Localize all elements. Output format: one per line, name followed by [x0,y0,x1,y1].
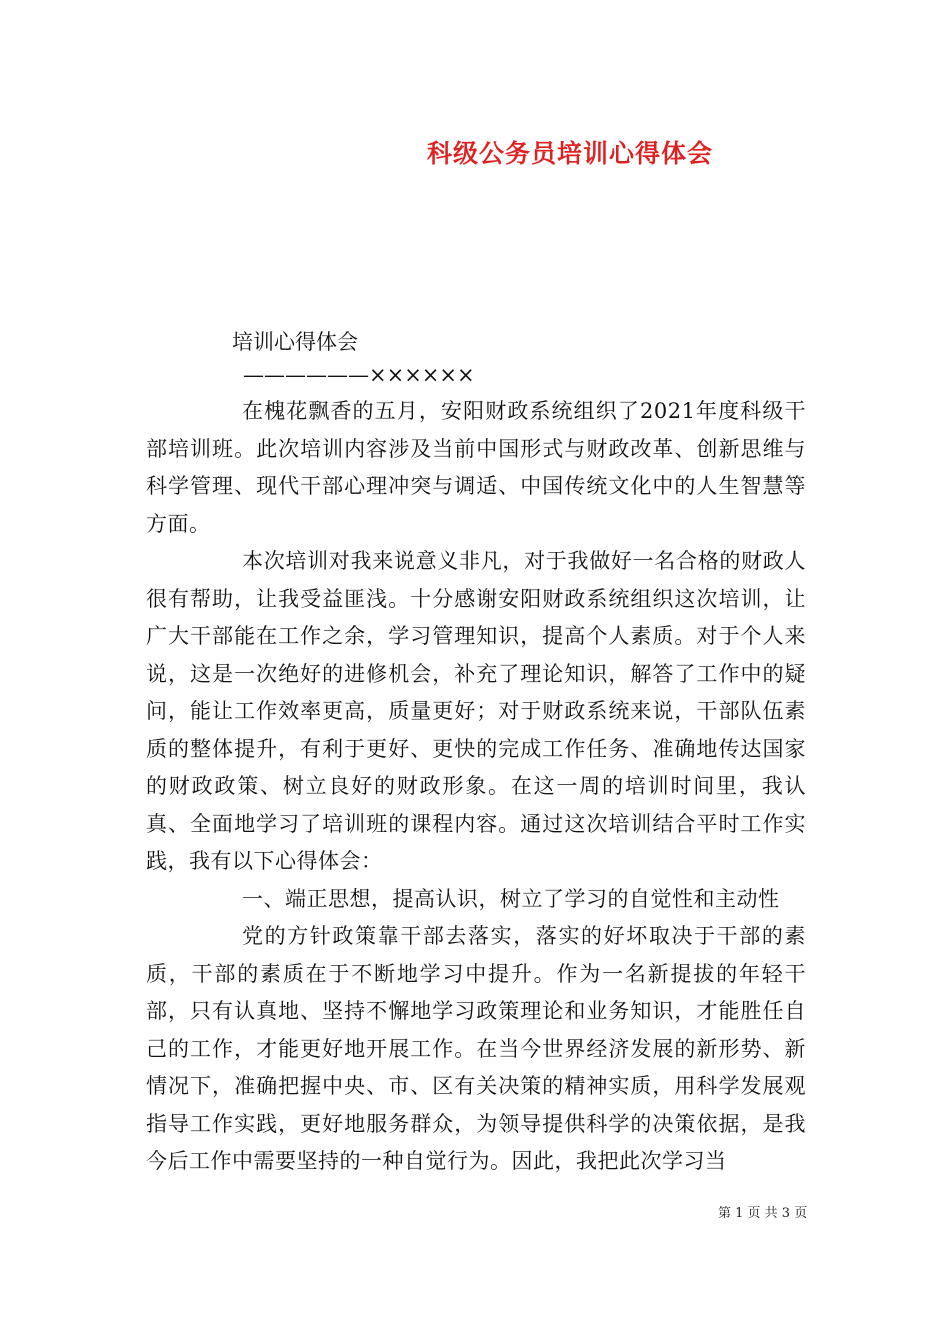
author-line: ——————×××××× [243,363,475,387]
section-heading: 一、端正思想，提高认识，树立了学习的自觉性和主动性 [242,886,780,911]
document-body [146,393,806,1181]
paragraph: 在槐花飘香的五月，安阳财政系统组织了2021年度科级干部培训班。此次培训内容涉及当前中国形式与财政改革、创新思维与科学管理、现代干部心理冲突与调适、中国传统文化中的人生智慧等方面。 [146,399,806,536]
document-title: 科级公务员培训心得体会 [426,139,713,168]
paragraph: 党的方针政策靠干部去落实，落实的好坏取决于干部的素质，干部的素质在于不断地学习中提升。作为一名新提拔的年轻干部，只有认真地、坚持不懈地学习政策理论和业务知识，才能胜任自己的工作，才能更好地开展工作。在当今世界经济发展的新形势、新情况下，准确把握中央、市、区有关决策的精神实质，用科学发展观指导工作实践，更好地服务群众，为领导提供科学的决策依据，是我今后工作中需要坚持的一种自觉行为。因此，我把此次学习当 [146,924,806,1173]
page-footer: 第 1 页 共 3 页 [718,1206,808,1221]
paragraph: 本次培训对我来说意义非凡，对于我做好一名合格的财政人很有帮助，让我受益匪浅。十分感谢安阳财政系统组织这次培训，让广大干部能在工作之余，学习管理知识，提高个人素质。对于个人来说，这是一次绝好的进修机会，补充了理论知识，解答了工作中的疑问，能让工作效率更高，质量更好；对于财政系统来说，干部队伍素质的整体提升，有利于更好、更快的完成工作任务、准确地传达国家的财政政策、树立良好的财政形象。在这一周的培训时间里，我认真、全面地学习了培训班的课程内容。通过这次培训结合平时工作实践，我有以下心得体会： [146,549,806,873]
subtitle: 培训心得体会 [232,330,358,354]
